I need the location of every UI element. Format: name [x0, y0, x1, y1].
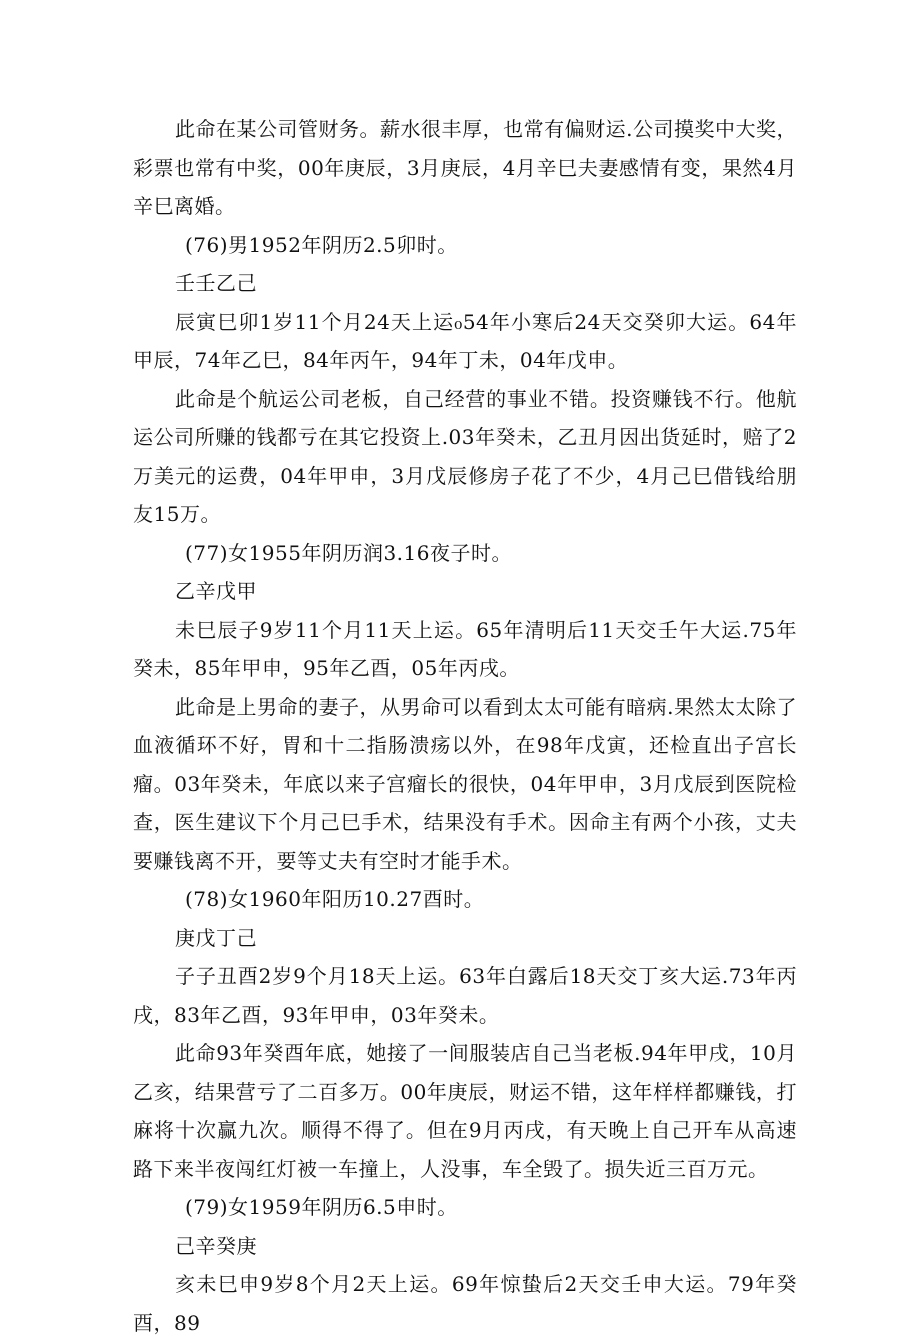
case-heading: (78)女1960年阳历10.27酉时。	[185, 887, 485, 911]
paragraph: 此命在某公司管财务。薪水很丰厚，也常有偏财运.公司摸奖中大奖，彩票也常有中奖，00年庚辰，3月庚辰，4月辛巳夫妻感情有变，果然4月辛巳离婚。	[133, 117, 797, 218]
pillars-line: 己辛癸庚	[175, 1233, 257, 1258]
document-body	[133, 110, 797, 1342]
paragraph: 此命是上男命的妻子，从男命可以看到太太可能有暗病.果然太太除了血液循环不好，胃和十二指肠溃疡以外，在98年戊寅，还检直出子宫长瘤。03年癸未，年底以来子宫瘤长的很快，04年甲申，3月戊辰到医院检查，医生建议下个月己巳手术，结果没有手术。因命主有两个小孩，丈夫要赚钱离不开，要等丈夫有空时才能手术。	[133, 694, 797, 873]
case-heading: (77)女1955年阴历润3.16夜子时。	[185, 540, 512, 565]
paragraph: 此命93年癸酉年底，她接了一间服装店自己当老板.94年甲戌，10月乙亥，结果营亏了二百多万。00年庚辰，财运不错，这年样样都赚钱，打麻将十次赢九次。顺得不得了。但在9月丙戌，有天晚上自己开车从高速路下来半夜闯红灯被一车撞上，人没事，车全毁了。损失近三百万元。	[133, 1041, 797, 1181]
case-heading: (79)女1959年阴历6.5申时。	[185, 1195, 458, 1219]
case-heading: (76)男1952年阴历2.5卯时。	[185, 232, 458, 257]
paragraph: 此命是个航运公司老板，自己经营的事业不错。投资赚钱不行。他航运公司所赚的钱都亏在其它投资上.03年癸未，乙丑月因出货延时，赔了2万美元的运费，04年甲申，3月戊辰修房子花了不少，4月己巳借钱给朋友15万。	[133, 386, 797, 526]
paragraph: 未巳辰子9岁11个月11天上运。65年清明后11天交壬午大运.75年癸未，85年甲申，95年乙酉，05年丙戌。	[133, 617, 797, 680]
paragraph: 辰寅巳卯1岁11个月24天上运₀54年小寒后24天交癸卯大运。64年甲辰，74年乙巳，84年丙午，94年丁未，04年戊申。	[133, 309, 797, 372]
pillars-line: 庚戊丁己	[175, 925, 257, 950]
paragraph: 亥未巳申9岁8个月2天上运。69年惊蛰后2天交壬申大运。79年癸酉，89	[133, 1272, 797, 1335]
pillars-line: 乙辛戊甲	[175, 579, 257, 603]
pillars-line: 壬壬乙己	[175, 271, 257, 295]
paragraph: 子子丑酉2岁9个月18天上运。63年白露后18天交丁亥大运.73年丙戌，83年乙酉，93年甲申，03年癸未。	[133, 964, 797, 1027]
